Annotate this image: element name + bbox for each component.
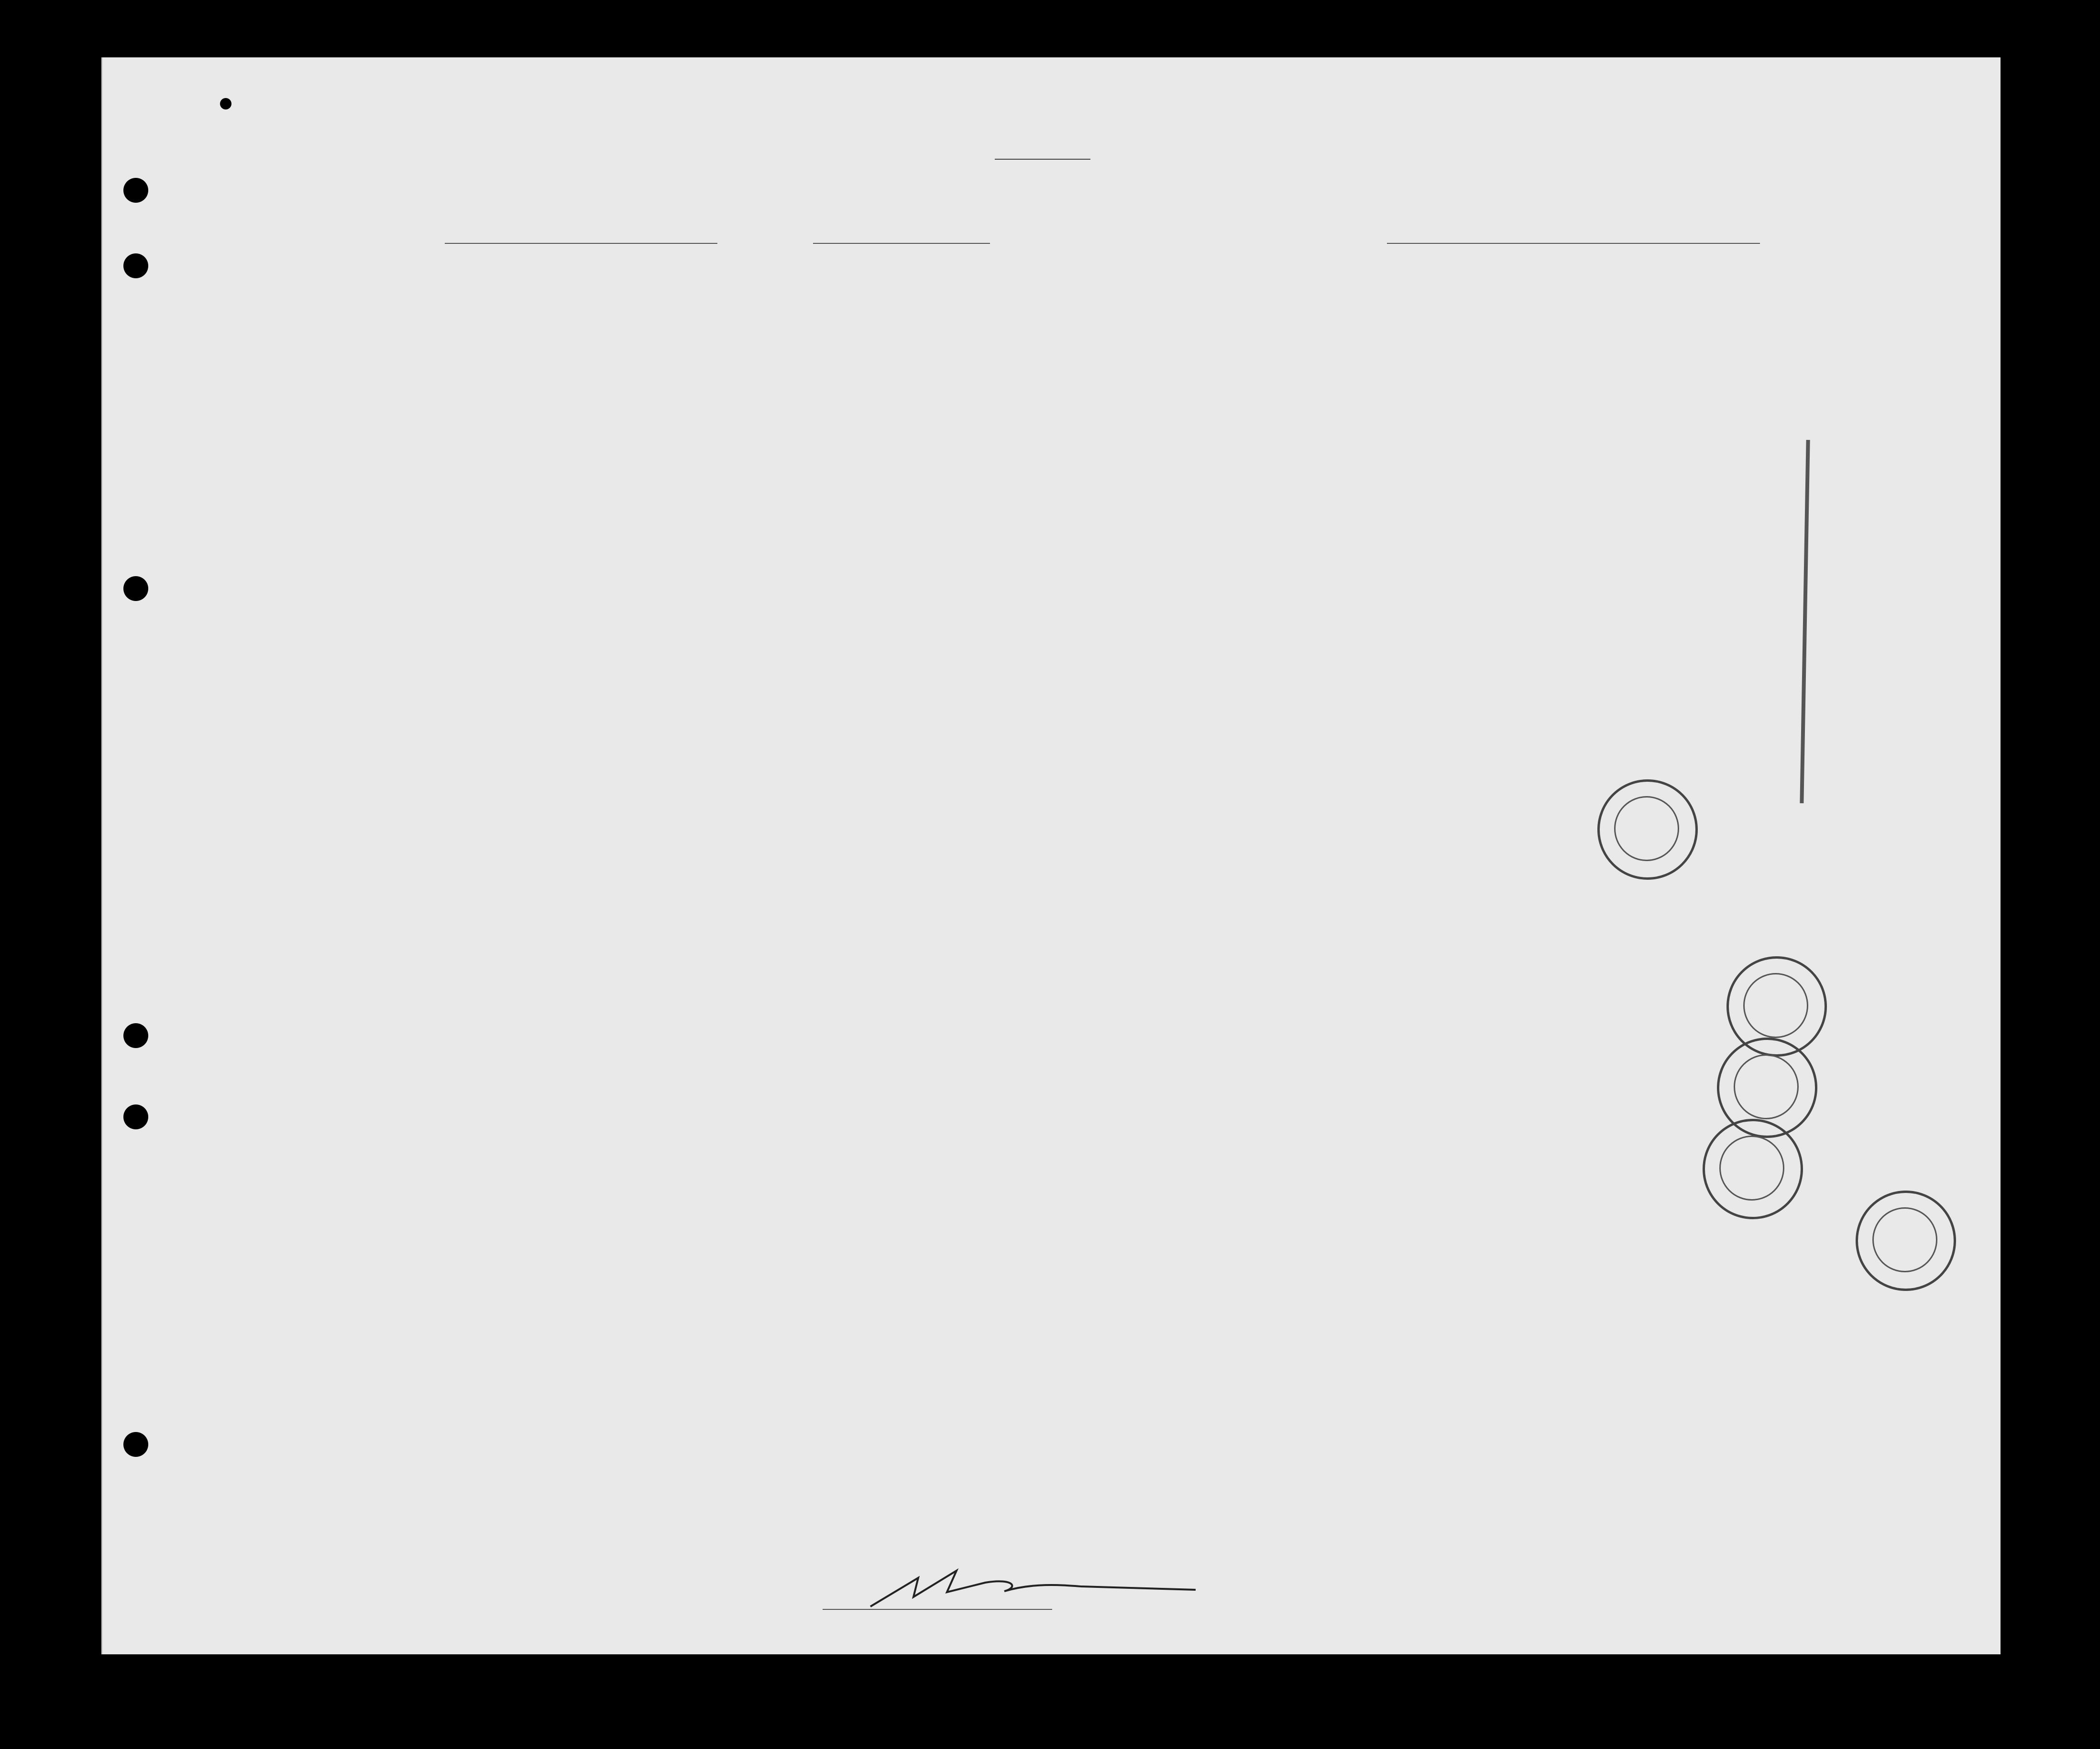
vessel-underline — [445, 243, 717, 244]
consulate-seal — [1703, 1119, 1803, 1219]
binder-hole — [123, 1023, 148, 1048]
binder-hole — [123, 178, 148, 203]
consulate-seal — [1856, 1191, 1956, 1291]
title-underline — [995, 159, 1090, 160]
inspector-signature — [861, 1563, 1205, 1611]
consulate-seal — [1597, 779, 1698, 880]
punch-dot — [220, 98, 231, 109]
binder-hole — [123, 1104, 148, 1129]
from-port-underline — [1387, 243, 1760, 244]
binder-hole — [123, 253, 148, 278]
manifest-sheet — [101, 57, 2001, 1654]
binder-hole — [123, 576, 148, 601]
arriving-underline — [813, 243, 990, 244]
inspector-line — [823, 1609, 1052, 1610]
binder-hole — [123, 1432, 148, 1457]
